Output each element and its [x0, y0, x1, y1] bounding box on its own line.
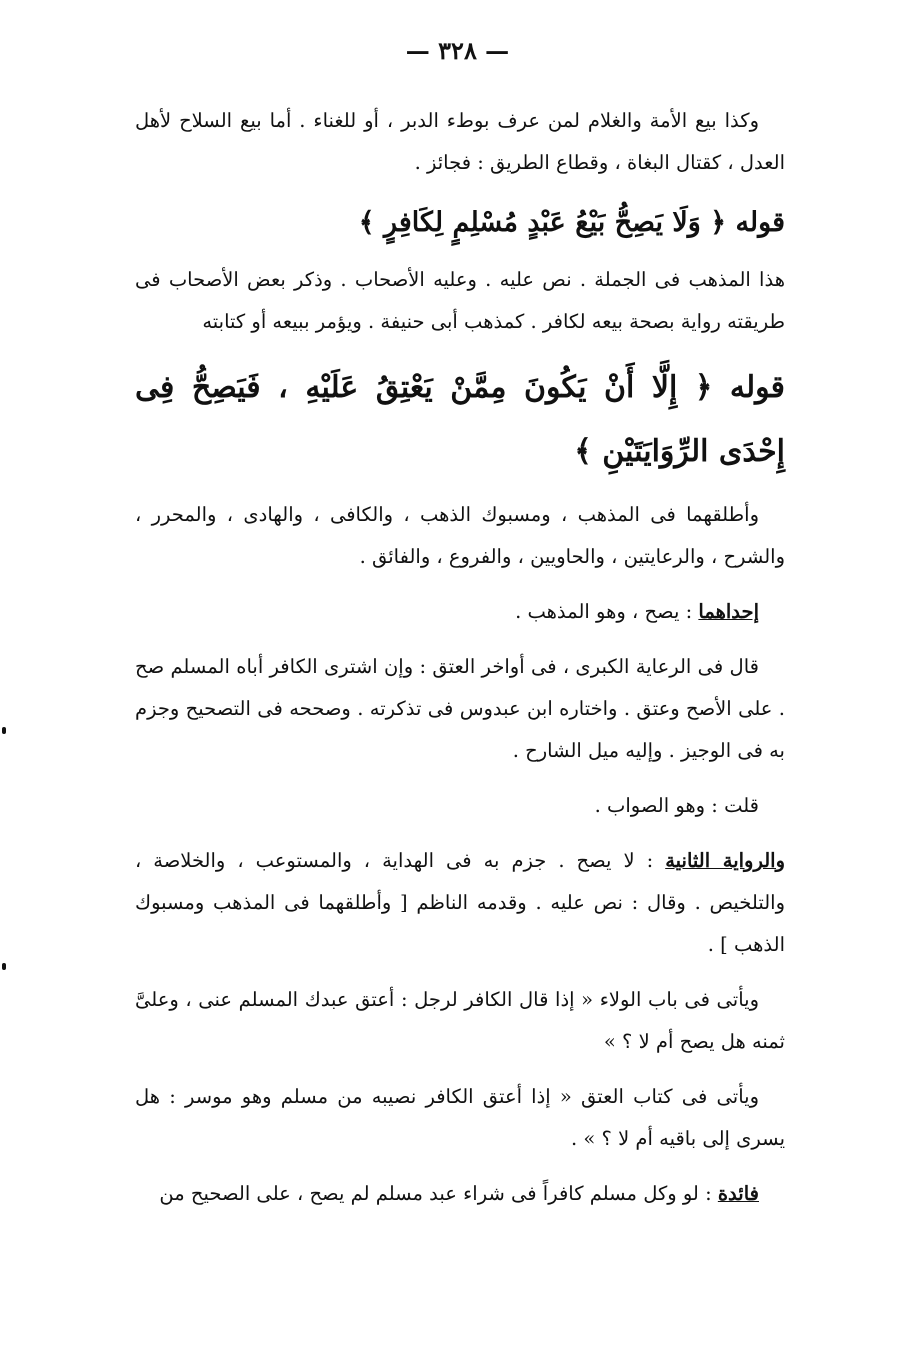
paragraph: قال فى الرعاية الكبرى ، فى أواخر العتق : وإن اشترى الكافر أباه المسلم صح . على الأصح وعتق . واختاره ابن عبدوس فى تذكرته . وصححه فى التصحيح وجزم به فى الوجيز . وإليه ميل الشارح . — [135, 655, 785, 762]
paragraph: هذا المذهب فى الجملة . نص عليه . وعليه الأصحاب . وذكر بعض الأصحاب فى طريقته رواية بصحة بيعه لكافر . كمذهب أبى حنيفة . ويؤمر ببيعه أو كتابته — [135, 268, 785, 333]
paragraph-text: : لا يصح . جزم به فى الهداية ، والمستوعب ، والخلاصة ، والتلخيص . وقال : نص عليه . وقدمه الناظم [ وأطلقهما فى المذهب ومسبوك الذهب ] . — [135, 849, 785, 956]
margin-dot — [2, 963, 6, 970]
lead-term: إحداهما — [698, 600, 759, 623]
quoted-heading: قوله ﴿ وَلَا يَصِحُّ بَيْعُ عَبْدٍ مُسْلِمٍ لِكَافِرٍ ﴾ — [358, 207, 785, 238]
page-body — [135, 100, 785, 1228]
paragraph-text: : لو وكل مسلم كافراً فى شراء عبد مسلم لم يصح ، على الصحيح من — [159, 1182, 718, 1205]
paragraph: قلت : وهو الصواب . — [594, 794, 759, 817]
quoted-heading: قوله ﴿ إِلَّا أَنْ يَكُونَ مِمَّنْ يَعْتِقُ عَلَيْهِ ، فَيَصِحُّ فِى إِحْدَى الرِّوَايَتَيْنِ ﴾ — [135, 370, 785, 469]
paragraph — [135, 591, 785, 633]
margin-dot — [2, 727, 6, 734]
paragraph: ويأتى فى كتاب العتق « إذا أعتق الكافر نصيبه من مسلم وهو موسر : هل يسرى إلى باقيه أم لا ؟ » . — [135, 1085, 785, 1150]
paragraph — [135, 1173, 785, 1215]
lead-term: والرواية الثانية — [665, 849, 786, 872]
paragraph: وأطلقهما فى المذهب ، ومسبوك الذهب ، والكافى ، والهادى ، والمحرر ، والشرح ، والرعايتين ، والحاويين ، والفروع ، والفائق . — [135, 503, 785, 568]
page-number: — ٣٢٨ — — [405, 36, 510, 65]
lead-term: فائدة — [717, 1182, 759, 1205]
paragraph: ويأتى فى باب الولاء « إذا قال الكافر لرجل : أعتق عبدك المسلم عنى ، وعلىَّ ثمنه هل يصح أم لا ؟ » — [135, 988, 785, 1053]
paragraph-text: : يصح ، وهو المذهب . — [515, 600, 699, 623]
paragraph: وكذا بيع الأمة والغلام لمن عرف بوطء الدبر ، أو للغناء . أما بيع السلاح لأهل العدل ، كقتال البغاة ، وقطاع الطريق : فجائز . — [135, 109, 785, 174]
paragraph — [135, 840, 785, 966]
